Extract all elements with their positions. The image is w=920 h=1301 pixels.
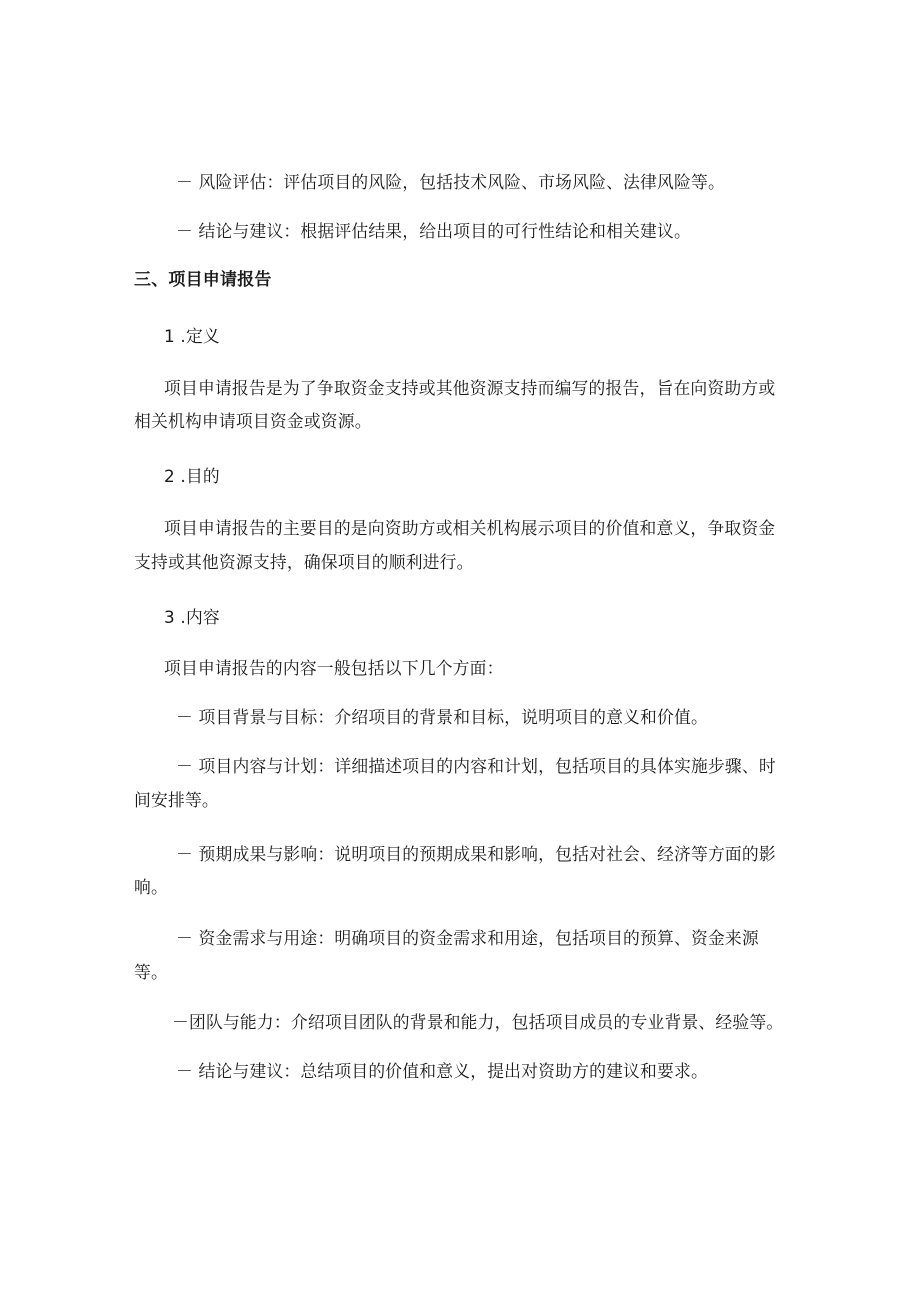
bullet-content-plan-line-1: － 项目内容与计划：详细描述项目的内容和计划，包括项目的具体实施步骤、时	[176, 756, 776, 776]
bullet-funding-line-2: 等。	[134, 962, 168, 982]
bullet-risk-assessment: － 风险评估：评估项目的风险，包括技术风险、市场风险、法律风险等。	[176, 172, 725, 192]
bullet-funding-line-1: － 资金需求与用途：明确项目的资金需求和用途，包括项目的预算、资金来源	[176, 928, 759, 948]
bullet-background-goals: － 项目背景与目标：介绍项目的背景和目标，说明项目的意义和价值。	[176, 707, 708, 727]
bullet-conclusion-evaluation: － 结论与建议：根据评估结果，给出项目的可行性结论和相关建议。	[176, 221, 691, 241]
bullet-expected-results-line-1: － 预期成果与影响：说明项目的预期成果和影响，包括对社会、经济等方面的影	[176, 844, 776, 864]
definition-line-1: 项目申请报告是为了争取资金支持或其他资源支持而编写的报告，旨在向资助方或	[164, 378, 776, 398]
content-intro: 项目申请报告的内容一般包括以下几个方面：	[164, 658, 504, 678]
subsection-heading-content: 3 .内容	[164, 607, 220, 627]
purpose-line-1: 项目申请报告的主要目的是向资助方或相关机构展示项目的价值和意义，争取资金	[164, 518, 776, 538]
subsection-heading-definition: 1 .定义	[164, 326, 220, 346]
subsection-heading-purpose: 2 .目的	[164, 466, 220, 486]
bullet-conclusion-suggestions: － 结论与建议：总结项目的价值和意义，提出对资助方的建议和要求。	[176, 1061, 708, 1081]
bullet-expected-results-line-2: 响。	[134, 877, 168, 897]
bullet-content-plan-line-2: 间安排等。	[134, 790, 219, 810]
purpose-line-2: 支持或其他资源支持，确保项目的顺利进行。	[134, 552, 474, 572]
bullet-team-capability: －团队与能力：介绍项目团队的背景和能力，包括项目成员的专业背景、经验等。	[172, 1012, 784, 1032]
section-heading: 三、项目申请报告	[134, 270, 272, 290]
definition-line-2: 相关机构申请项目资金或资源。	[134, 411, 372, 431]
